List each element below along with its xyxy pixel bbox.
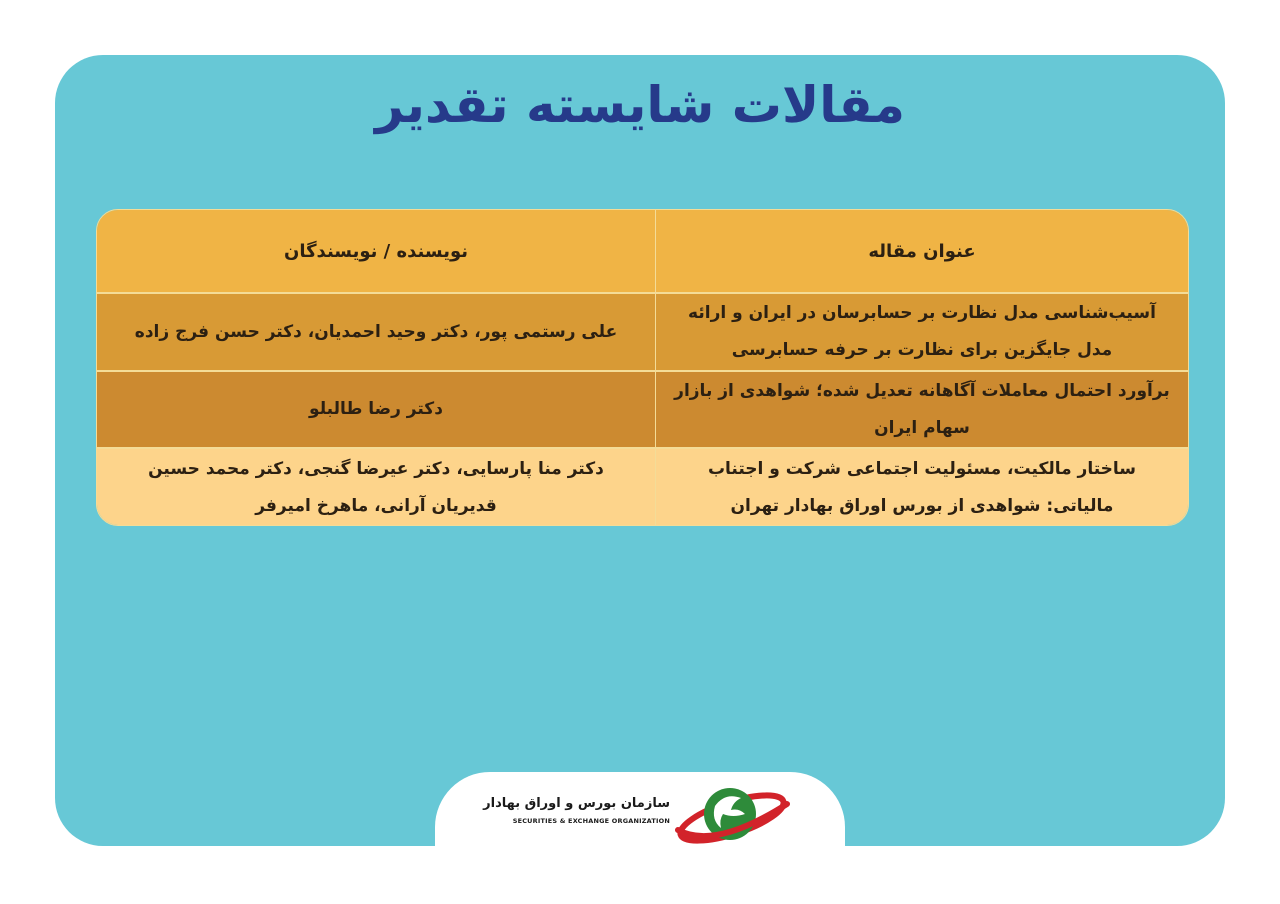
authors-cell: علی رستمی پور، دکتر وحید احمدیان، دکتر حسن فرج زاده <box>134 321 618 342</box>
organization-name-fa: سازمان بورس و اوراق بهادار <box>483 796 670 811</box>
authors-cell: دکتر منا پارسایی، دکتر عیرضا گنجی، دکتر محمد حسین قدیریان آرانی، ماهرخ امیرفر <box>148 459 604 516</box>
table-row <box>97 292 1188 370</box>
seo-logo-icon <box>675 778 790 848</box>
organization-name <box>480 796 670 825</box>
table-header-row <box>97 210 1188 292</box>
article-title-cell: ساختار مالکیت، مسئولیت اجتماعی شرکت و اجتناب مالیاتی: شواهدی از بورس اوراق بهادار تهران <box>655 449 1188 526</box>
articles-table <box>96 209 1189 526</box>
article-title-cell: آسیب‌شناسی مدل نظارت بر حسابرسان در ایران و ارائه مدل جایگزین برای نظارت بر حرفه حسابرسی <box>655 294 1188 370</box>
header-article-title: عنوان مقاله <box>655 210 1188 292</box>
table-row <box>97 370 1188 447</box>
authors-cell: دکتر رضا طالبلو <box>309 399 443 419</box>
organization-name-en: SECURITIES & EXCHANGE ORGANIZATION <box>512 817 670 825</box>
page-title: مقالات شایسته تقدیر <box>375 76 905 134</box>
article-title-cell: برآورد احتمال معاملات آگاهانه تعدیل شده؛ شواهدی از بازار سهام ایران <box>655 372 1188 447</box>
table-row <box>97 447 1188 526</box>
header-authors: نویسنده / نویسندگان <box>283 240 469 262</box>
